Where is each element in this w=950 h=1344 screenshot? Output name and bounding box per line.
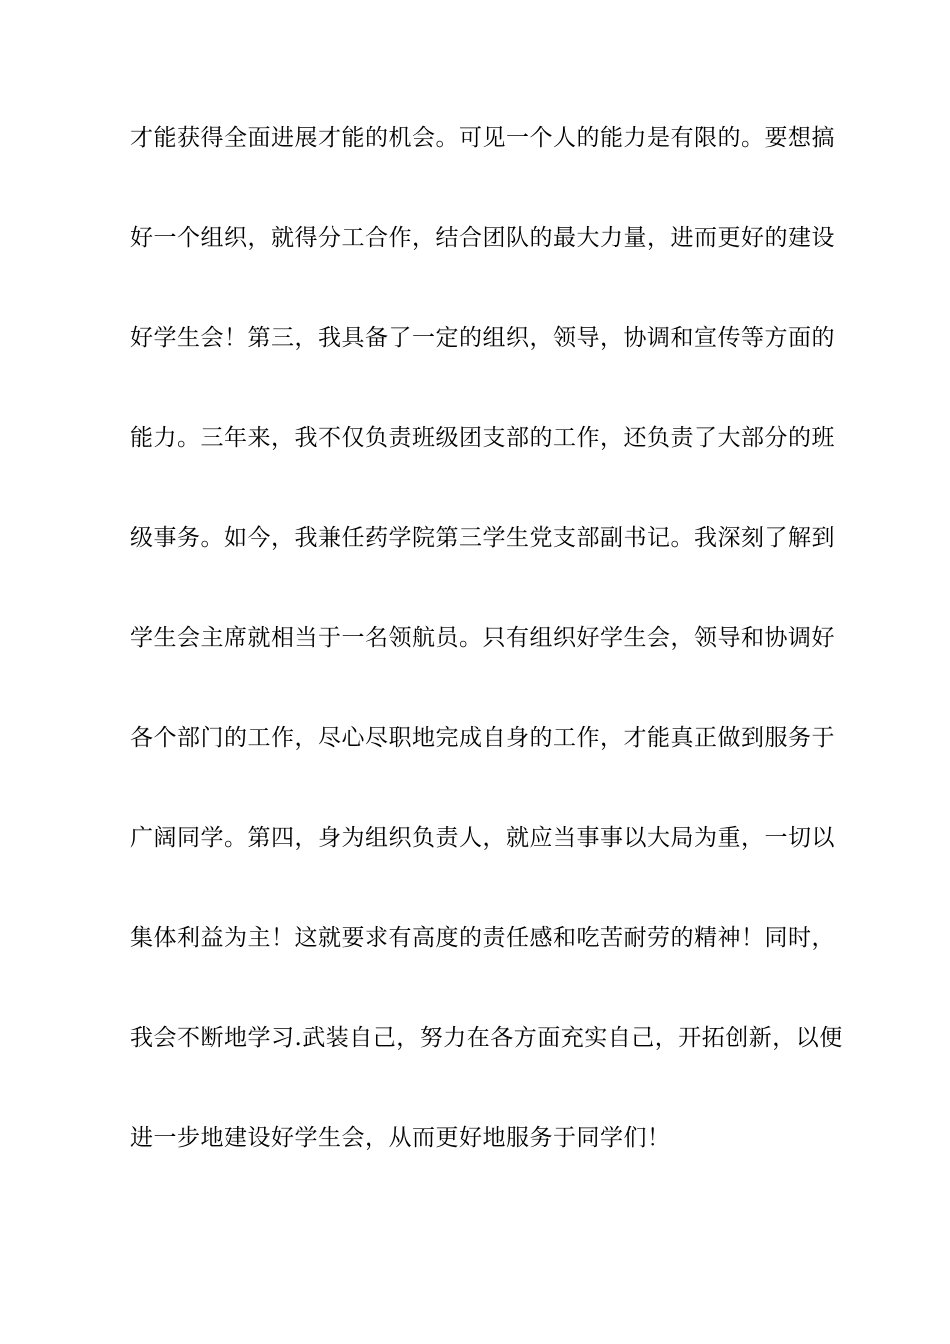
text-line-1: 才能获得全面进展才能的机会。可见一个人的能力是有限的。要想搞 bbox=[130, 125, 835, 151]
text-line-3: 好学生会！第三，我具备了一定的组织，领导，协调和宣传等方面的 bbox=[130, 325, 835, 351]
text-line-8: 广阔同学。第四，身为组织负责人，就应当事事以大局为重，一切以 bbox=[130, 825, 835, 851]
text-line-4: 能力。三年来，我不仅负责班级团支部的工作，还负责了大部分的班 bbox=[130, 425, 835, 451]
text-line-6: 学生会主席就相当于一名领航员。只有组织好学生会，领导和协调好 bbox=[130, 625, 835, 651]
body-text bbox=[130, 113, 843, 1213]
text-line-11: 进一步地建设好学生会，从而更好地服务于同学们！ bbox=[130, 1125, 671, 1151]
text-line-2: 好一个组织，就得分工合作，结合团队的最大力量，进而更好的建设 bbox=[130, 225, 835, 251]
text-line-9: 集体利益为主！这就要求有高度的责任感和吃苦耐劳的精神！同时， bbox=[130, 925, 835, 951]
text-line-5: 级事务。如今，我兼任药学院第三学生党支部副书记。我深刻了解到 bbox=[130, 525, 835, 551]
text-line-10: 我会不断地学习.武装自己，努力在各方面充实自己，开拓创新，以便 bbox=[130, 1025, 843, 1051]
text-line-7: 各个部门的工作，尽心尽职地完成自身的工作，才能真正做到服务于 bbox=[130, 725, 835, 751]
